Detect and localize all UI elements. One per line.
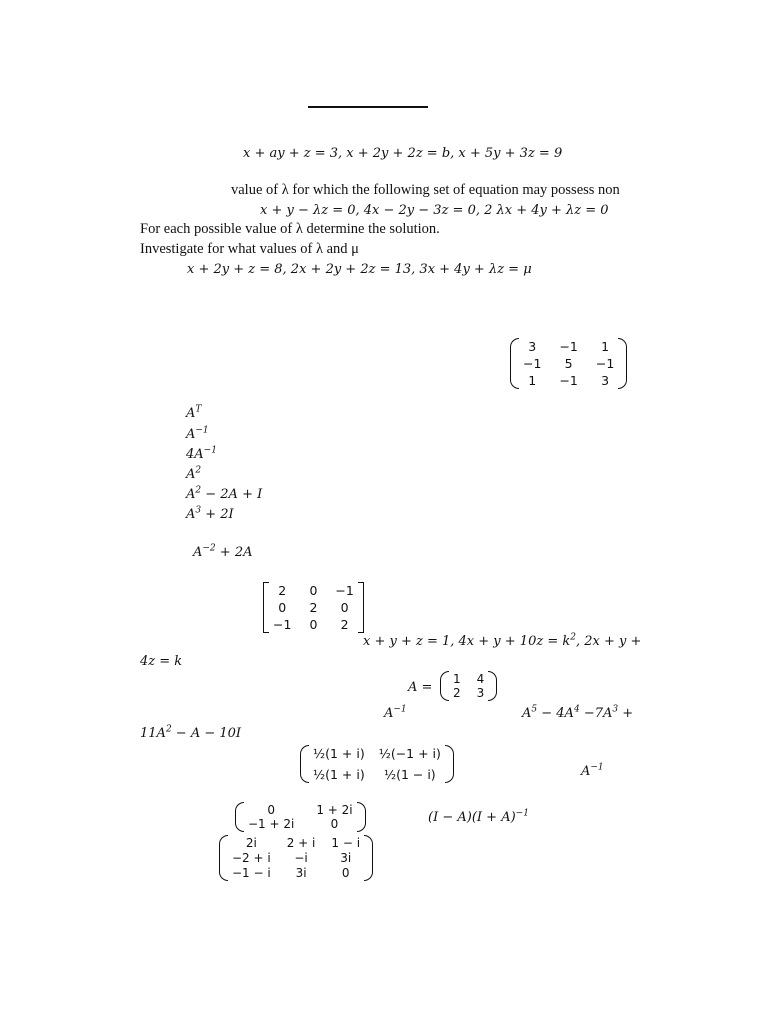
matrix-cell: 0 — [340, 600, 349, 615]
matrix-b-cells — [269, 582, 358, 633]
matrix-cell: −1 — [335, 583, 354, 598]
matrix-cell: ½(1 − i) — [383, 767, 436, 782]
matrix-cell: 3i — [340, 851, 352, 865]
q7-expression: $(I - A)(I + A)^{-1}$ — [428, 808, 529, 825]
left-paren — [510, 338, 519, 389]
q5-inverse: $A^{-1}$ — [384, 704, 407, 721]
q1-equation: x + ay + z = 3, x + 2y + 2z = b, x + 5y + 3z = 9 — [243, 146, 563, 161]
right-bracket — [358, 582, 364, 633]
matrix-cell: 2 — [278, 583, 287, 598]
matrix-cell: 1 — [453, 672, 461, 686]
q5-polynomial: $A^5 - 4A^4 -7A^3$ + — [522, 704, 634, 721]
q2-equation: x + y − λz = 0, 4x − 2y − 3z = 0, 2 λx + 4y + λz = 0 — [260, 203, 609, 218]
matrix-cell: −1 — [595, 356, 615, 371]
matrix-cell: −2 + i — [232, 851, 271, 865]
matrix-a-cells — [519, 338, 618, 389]
matrix-cell: −1 — [559, 373, 578, 388]
matrix-f-cells — [228, 835, 364, 881]
op-poly1: $A^2 - 2A + I$ — [186, 485, 263, 502]
matrix-cell: −1 — [559, 339, 578, 354]
matrix-cell: 0 — [267, 803, 275, 817]
matrix-cell: 1 + 2i — [316, 803, 353, 817]
matrix-cell: 3 — [601, 373, 610, 388]
matrix-cell: −i — [294, 851, 308, 865]
matrix-d-cells — [309, 745, 445, 783]
left-paren — [219, 835, 228, 881]
matrix-cell: 5 — [564, 356, 573, 371]
matrix-cell: ½(1 + i) — [313, 767, 365, 782]
title-underline — [308, 106, 428, 108]
matrix-cell: 0 — [330, 817, 339, 831]
op-square: $A^2$ — [186, 465, 202, 482]
right-paren — [445, 745, 454, 783]
matrix-cell: 0 — [309, 617, 318, 632]
matrix-cell: 4 — [476, 672, 485, 686]
matrix-cell: 3 — [528, 339, 537, 354]
right-paren — [488, 671, 497, 701]
matrix-cell: 2i — [245, 836, 257, 850]
q4-line2: 4z = k — [140, 654, 183, 669]
matrix-cell: 2 + i — [286, 836, 316, 850]
right-paren — [364, 835, 373, 881]
matrix-cell: −1 — [523, 356, 542, 371]
left-paren — [440, 671, 449, 701]
op-inverse: $A^{-1}$ — [186, 425, 209, 442]
matrix-d-2x2 — [300, 745, 454, 783]
matrix-cell: 3i — [295, 866, 307, 880]
q3-intro: Investigate for what values of λ and μ — [140, 241, 359, 257]
matrix-cell: −1 — [273, 617, 292, 632]
matrix-cell: 2 — [309, 600, 318, 615]
left-paren — [235, 802, 244, 832]
left-paren — [300, 745, 309, 783]
matrix-e-cells — [244, 802, 357, 832]
matrix-cell: 2 — [453, 686, 461, 700]
q2-followup: For each possible value of λ determine the solution. — [140, 221, 440, 237]
matrix-cell: −1 − i — [232, 866, 271, 880]
op-four-inverse: $4A^{-1}$ — [186, 445, 217, 462]
matrix-c-2x2 — [440, 671, 497, 701]
q6-inverse: $A^{-1}$ — [581, 762, 604, 779]
matrix-cell: 0 — [309, 583, 318, 598]
matrix-cell: 3 — [476, 686, 485, 700]
matrix-cell: ½(1 + i) — [313, 746, 365, 761]
matrix-c-cells — [449, 671, 488, 701]
matrix-cell: 0 — [278, 600, 287, 615]
q4-line1: x + y + z = 1, $4x + y + 10z = k^2$, 2x + y + — [363, 632, 642, 649]
op-neg-square: $A^{-2} + 2A$ — [193, 543, 253, 560]
matrix-f-3x3 — [219, 835, 373, 881]
op-transpose: $A^T$ — [186, 404, 202, 421]
matrix-b-3x3 — [263, 582, 364, 633]
right-paren — [357, 802, 366, 832]
q2-intro: value of λ for which the following set of equation may possess non — [231, 182, 620, 198]
matrix-e-2x2 — [235, 802, 366, 832]
matrix-cell: 1 − i — [331, 836, 361, 850]
matrix-cell: 2 — [340, 617, 349, 632]
matrix-cell: −1 + 2i — [248, 817, 295, 831]
matrix-cell: 1 — [601, 339, 610, 354]
q3-equation: x + 2y + z = 8, 2x + 2y + 2z = 13, 3x + 4y + λz = μ — [187, 262, 532, 277]
q5-label: A = — [408, 680, 433, 695]
matrix-a-3x3 — [510, 338, 627, 389]
right-paren — [618, 338, 627, 389]
q5-polynomial-cont: $11A^2 - A - 10I$ — [140, 724, 242, 741]
matrix-cell: 1 — [528, 373, 537, 388]
op-cube: $A^3 + 2I$ — [186, 505, 234, 522]
matrix-cell: 0 — [341, 866, 350, 880]
matrix-cell: ½(−1 + i) — [378, 746, 441, 761]
